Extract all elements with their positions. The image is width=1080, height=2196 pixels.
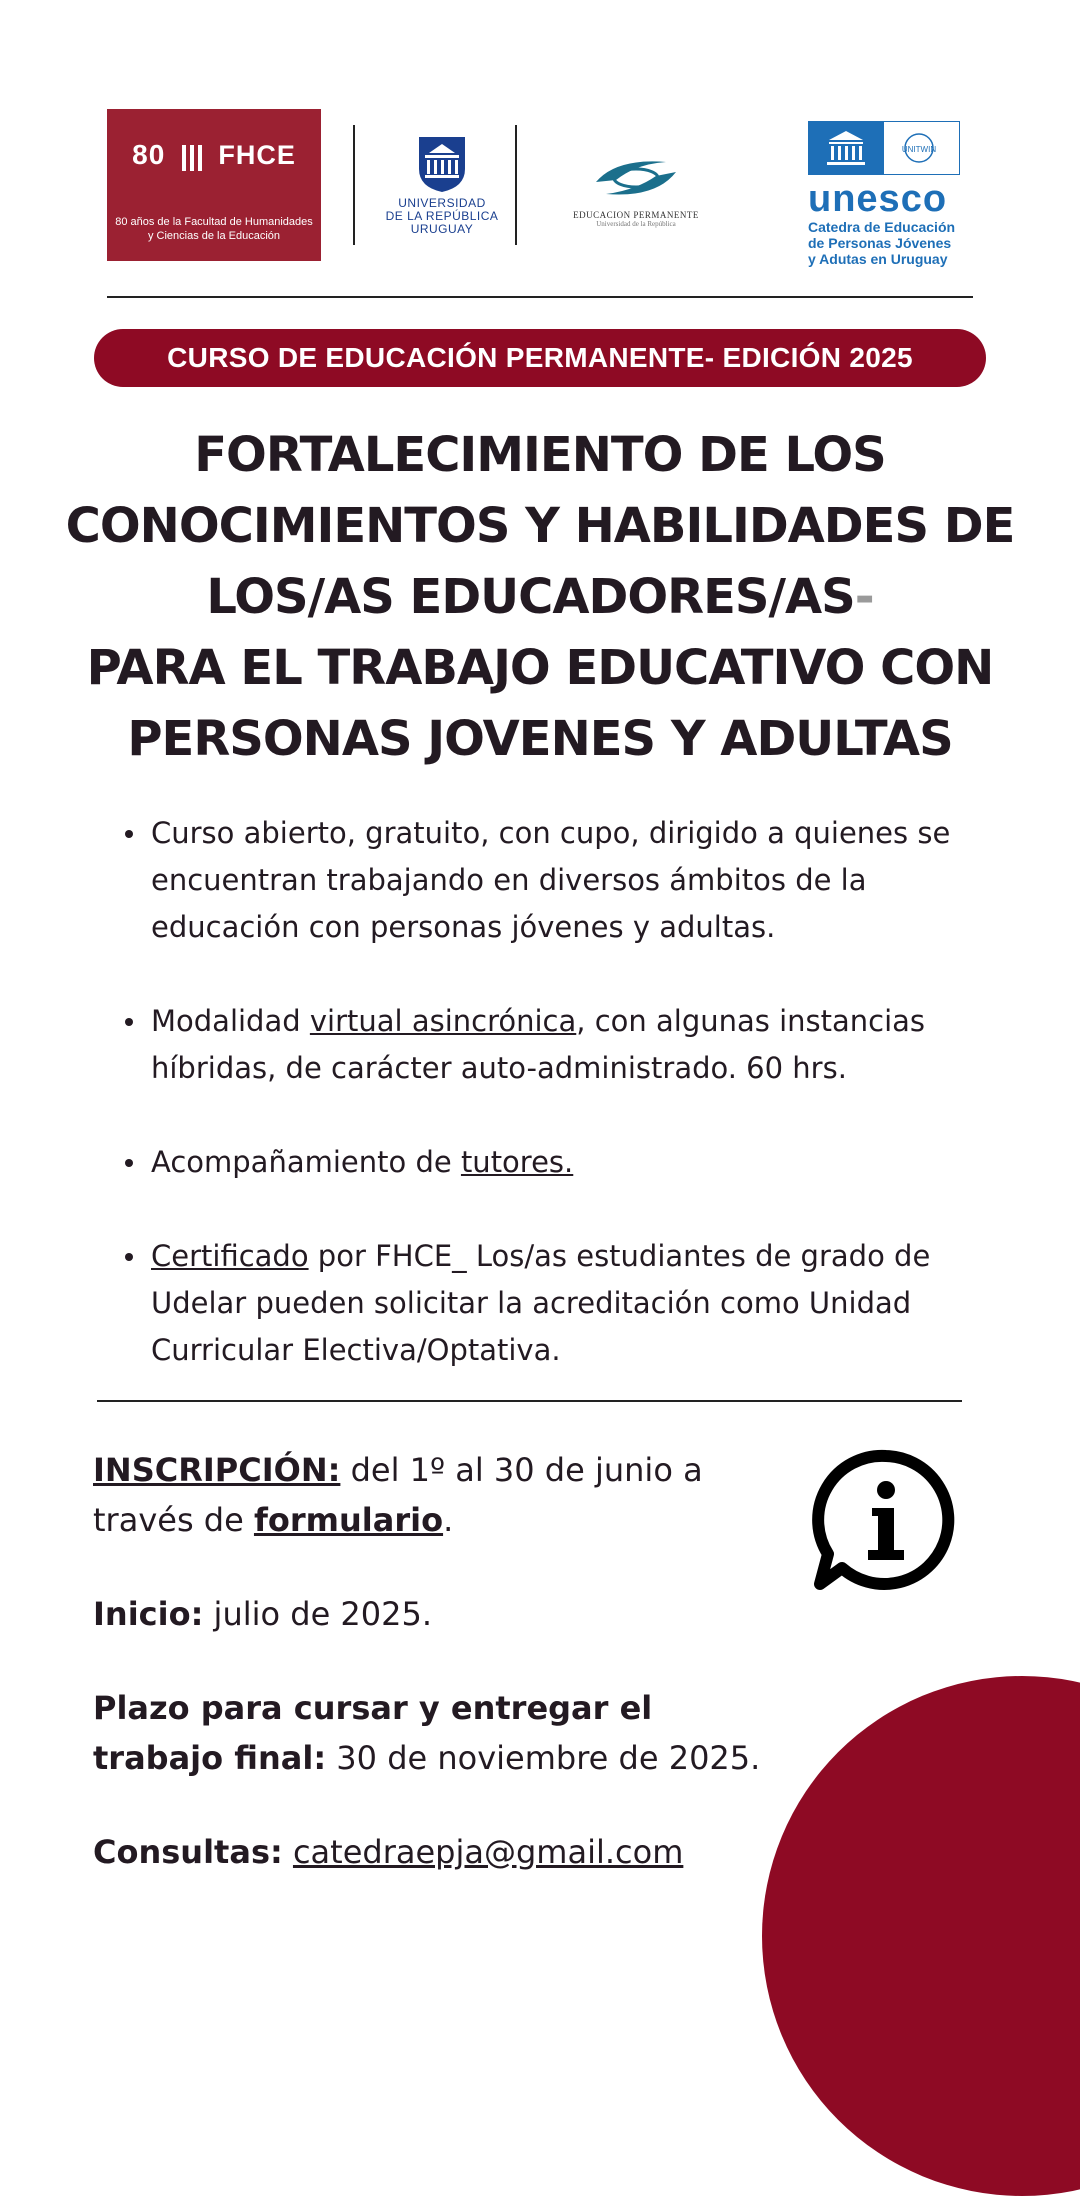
- course-title: [60, 420, 1020, 775]
- udelar-shield-icon: [415, 135, 469, 193]
- unesco-wordmark: unesco: [808, 178, 948, 220]
- feature-tutors-prefix: Acompañamiento de: [151, 1145, 461, 1179]
- virtual-asincronica-link[interactable]: virtual asincrónica: [309, 1004, 577, 1038]
- inscripcion-label: INSCRIPCIÓN:: [93, 1451, 341, 1489]
- title-line1: FORTALECIMIENTO DE LOS: [194, 427, 886, 483]
- contact-email-link[interactable]: catedraepja@gmail.com: [292, 1833, 684, 1871]
- list-item: [118, 1233, 968, 1374]
- inscripcion-text: del 1º al 30 de junio a través de: [93, 1451, 703, 1539]
- fhce-acronym: FHCE: [218, 140, 296, 170]
- fhce-logo-line1: 80 años de la Facultad de Humanidades: [115, 216, 313, 228]
- decorative-circle: [762, 1676, 1080, 2196]
- feature-modality-text: , con algunas instancias híbridas, de carácter auto-administrado. 60 hrs.: [151, 1004, 926, 1085]
- unesco-emblem: [808, 121, 960, 175]
- title-dash: -: [854, 569, 874, 625]
- logo-divider: [353, 125, 355, 245]
- udelar-line2: DE LA REPÚBLICA: [385, 209, 499, 223]
- logos-header: [107, 105, 975, 275]
- title-line3: LOS/AS EDUCADORES/AS: [206, 569, 855, 625]
- course-banner: CURSO DE EDUCACIÓN PERMANENTE- EDICIÓN 2025: [94, 329, 986, 387]
- educacion-permanente-swirl-icon: [586, 150, 686, 206]
- fhce-bars-icon: [180, 141, 204, 172]
- list-item: [118, 998, 968, 1092]
- unitwin-label: UNITWIN: [901, 145, 937, 154]
- unesco-logo: [808, 121, 968, 267]
- formulario-link[interactable]: formulario: [253, 1501, 444, 1539]
- plazo-text: 30 de noviembre de 2025.: [326, 1739, 761, 1777]
- unesco-line3: y Adutas en Uruguay: [808, 251, 948, 267]
- educacion-permanente-name: EDUCACION PERMANENTE: [573, 210, 699, 220]
- header-divider: [107, 296, 973, 298]
- udelar-line3: URUGUAY: [410, 222, 474, 236]
- fhce-anniversary-number: 80: [132, 139, 166, 170]
- unitwin-icon: [899, 130, 939, 166]
- fhce-80-logo: [107, 109, 321, 261]
- info-speech-bubble-icon: [812, 1446, 960, 1594]
- feature-open-course: Curso abierto, gratuito, con cupo, dirigido a quienes se encuentran trabajando en diversos ámbitos de la educación con personas jóvenes y adultas.: [151, 816, 951, 944]
- list-item: [118, 810, 968, 951]
- title-line5: PERSONAS JOVENES Y ADULTAS: [127, 711, 953, 767]
- unesco-temple-icon: [809, 122, 884, 174]
- inicio-label: Inicio:: [93, 1595, 204, 1633]
- fhce-logo-line2: y Ciencias de la Educación: [147, 230, 281, 242]
- consultas-label: Consultas:: [93, 1833, 283, 1871]
- course-info: [93, 1445, 793, 1921]
- title-line2: CONOCIMIENTOS Y HABILIDADES DE: [65, 498, 1015, 554]
- unesco-line1: Catedra de Educación: [808, 219, 956, 235]
- feature-modality-prefix: Modalidad: [151, 1004, 310, 1038]
- inscripcion-end: .: [443, 1501, 454, 1539]
- udelar-logo: [377, 135, 507, 236]
- feature-certificate-text: por FHCE_ Los/as estudiantes de grado de Udelar pueden solicitar la acreditación como Unidad Curricular Electiva/Optativa.: [151, 1239, 931, 1367]
- list-item: [118, 1139, 968, 1186]
- unesco-line2: de Personas Jóvenes: [808, 235, 952, 251]
- inicio-text: julio de 2025.: [203, 1595, 433, 1633]
- section-divider: [97, 1400, 962, 1402]
- certificado-link[interactable]: Certificado: [151, 1239, 309, 1273]
- tutores-link[interactable]: tutores.: [460, 1145, 574, 1179]
- educacion-permanente-sub: Universidad de la República: [596, 220, 676, 228]
- title-line4: PARA EL TRABAJO EDUCATIVO CON: [86, 640, 994, 696]
- logo-divider: [515, 125, 517, 245]
- udelar-line1: UNIVERSIDAD: [398, 196, 486, 210]
- course-features-list: [118, 810, 968, 1421]
- educacion-permanente-logo: [551, 150, 721, 228]
- plazo-label: Plazo para cursar y entregar el trabajo final:: [93, 1689, 653, 1777]
